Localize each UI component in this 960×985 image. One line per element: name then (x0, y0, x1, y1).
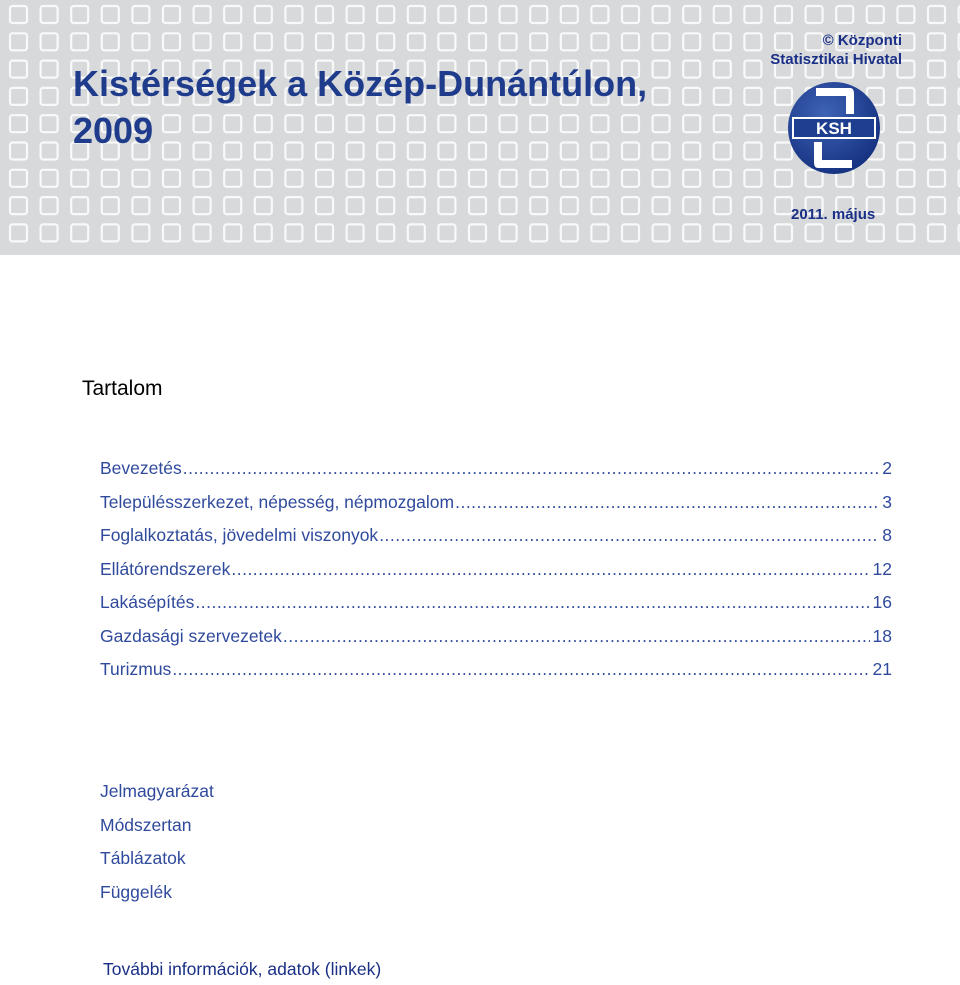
grid-square (224, 224, 241, 241)
grid-square (163, 6, 180, 23)
toc-leader-dots (183, 458, 880, 479)
grid-square (71, 224, 88, 241)
grid-square (714, 33, 731, 50)
grid-square (591, 33, 608, 50)
toc-item-lakasepites[interactable] (100, 592, 892, 626)
grid-square (102, 170, 119, 187)
grid-square (530, 33, 547, 50)
grid-square (377, 33, 394, 50)
grid-square (622, 170, 639, 187)
grid-square (591, 224, 608, 241)
grid-square (408, 224, 425, 241)
grid-square (622, 224, 639, 241)
grid-square (714, 61, 731, 78)
grid-square (10, 224, 27, 241)
grid-square (897, 115, 914, 132)
grid-square (132, 6, 149, 23)
toc-leader-dots (283, 626, 870, 647)
grid-square (928, 170, 945, 187)
toc-item-foglalkoztatas[interactable] (100, 525, 892, 559)
grid-square (714, 197, 731, 214)
grid-square (622, 197, 639, 214)
grid-square (500, 33, 517, 50)
grid-square (622, 33, 639, 50)
publication-date: 2011. május (791, 206, 876, 223)
grid-square (714, 170, 731, 187)
grid-square (132, 33, 149, 50)
link-modszertan[interactable]: Módszertan (100, 814, 192, 835)
grid-square (194, 33, 211, 50)
grid-square (683, 224, 700, 241)
grid-square (10, 61, 27, 78)
grid-square (714, 224, 731, 241)
grid-square (255, 33, 272, 50)
toc-leader-dots (172, 659, 869, 680)
grid-square (102, 224, 119, 241)
grid-square (744, 197, 761, 214)
link-tablazatok[interactable]: Táblázatok (100, 848, 186, 868)
grid-square (102, 33, 119, 50)
grid-square (408, 6, 425, 23)
publisher-line-1: © Központi (822, 32, 902, 49)
grid-square (897, 224, 914, 241)
grid-square (408, 33, 425, 50)
grid-square (316, 197, 333, 214)
grid-square (683, 197, 700, 214)
grid-square (897, 197, 914, 214)
grid-square (867, 6, 884, 23)
grid-square (714, 88, 731, 105)
grid-square (71, 170, 88, 187)
grid-square (377, 6, 394, 23)
grid-square (41, 143, 58, 160)
grid-square (469, 197, 486, 214)
grid-square (653, 33, 670, 50)
toc-item-turizmus[interactable] (100, 659, 892, 693)
grid-square (469, 33, 486, 50)
grid-square (744, 224, 761, 241)
grid-square (928, 88, 945, 105)
ksh-logo (786, 80, 882, 176)
toc-item-gazdasagi-szervezetek[interactable] (100, 626, 892, 660)
toc-item-label[interactable]: Foglalkoztatás, jövedelmi viszonyok (100, 525, 379, 545)
grid-square (132, 224, 149, 241)
grid-square (41, 115, 58, 132)
table-of-contents (100, 458, 892, 693)
link-jelmagyarazat[interactable]: Jelmagyarázat (100, 781, 214, 801)
grid-square (775, 197, 792, 214)
grid-square (71, 197, 88, 214)
grid-square (194, 224, 211, 241)
toc-leader-dots (379, 525, 879, 546)
grid-square (10, 33, 27, 50)
grid-square (438, 6, 455, 23)
toc-item-bevezetes[interactable] (100, 458, 892, 492)
grid-square (102, 197, 119, 214)
grid-square (224, 170, 241, 187)
grid-square (744, 6, 761, 23)
grid-square (71, 6, 88, 23)
grid-square (347, 6, 364, 23)
grid-square (194, 170, 211, 187)
grid-square (41, 33, 58, 50)
grid-square (316, 33, 333, 50)
grid-square (377, 170, 394, 187)
grid-square (653, 170, 670, 187)
grid-square (591, 170, 608, 187)
grid-square (316, 224, 333, 241)
toc-item-page[interactable]: 21 (872, 659, 892, 679)
grid-square (438, 33, 455, 50)
grid-square (10, 143, 27, 160)
toc-item-ellatorendszerek[interactable] (100, 559, 892, 593)
grid-square (928, 143, 945, 160)
grid-square (714, 143, 731, 160)
toc-item-page[interactable]: 18 (872, 625, 892, 646)
toc-leader-dots (231, 559, 869, 580)
grid-square (591, 197, 608, 214)
grid-square (928, 197, 945, 214)
toc-item-page[interactable]: 2 (882, 458, 892, 478)
grid-square (163, 33, 180, 50)
grid-square (347, 170, 364, 187)
header-banner (0, 0, 960, 255)
grid-square (561, 197, 578, 214)
page-title: Kistérségek a Közép-Dunántúlon, 2009 (73, 63, 648, 151)
grid-square (867, 224, 884, 241)
grid-square (622, 6, 639, 23)
grid-square (285, 6, 302, 23)
grid-square (255, 197, 272, 214)
grid-square (561, 33, 578, 50)
more-info-link[interactable]: További információk, adatok (linkek) (103, 959, 382, 979)
grid-square (928, 115, 945, 132)
grid-square (683, 170, 700, 187)
grid-square (285, 197, 302, 214)
publisher-credit (770, 31, 902, 69)
grid-square (10, 197, 27, 214)
link-fuggelek[interactable]: Függelék (100, 881, 172, 902)
grid-square (744, 143, 761, 160)
grid-square (10, 88, 27, 105)
grid-square (928, 61, 945, 78)
grid-square (224, 33, 241, 50)
grid-square (530, 170, 547, 187)
grid-square (561, 224, 578, 241)
grid-square (377, 224, 394, 241)
toc-item-label[interactable]: Turizmus (100, 659, 172, 679)
grid-square (41, 197, 58, 214)
grid-square (255, 6, 272, 23)
grid-square (41, 170, 58, 187)
grid-square (530, 6, 547, 23)
grid-square (500, 224, 517, 241)
grid-square (102, 6, 119, 23)
grid-square (316, 6, 333, 23)
grid-square (469, 170, 486, 187)
grid-square (10, 115, 27, 132)
grid-square (132, 197, 149, 214)
grid-square (591, 6, 608, 23)
supplementary-links (100, 781, 214, 915)
logo-text: KSH (816, 119, 852, 138)
grid-square (41, 61, 58, 78)
grid-square (714, 115, 731, 132)
grid-square (530, 197, 547, 214)
grid-square (561, 6, 578, 23)
grid-square (194, 197, 211, 214)
toc-item-label[interactable]: Településszerkezet, népesség, népmozgalom (100, 491, 455, 512)
grid-square (224, 6, 241, 23)
grid-square (836, 6, 853, 23)
grid-square (10, 6, 27, 23)
grid-square (194, 6, 211, 23)
grid-square (163, 170, 180, 187)
grid-square (653, 6, 670, 23)
grid-square (928, 6, 945, 23)
grid-square (41, 6, 58, 23)
toc-item-label[interactable]: Ellátórendszerek (100, 558, 231, 579)
grid-square (408, 197, 425, 214)
grid-square (928, 224, 945, 241)
grid-square (285, 33, 302, 50)
grid-square (653, 224, 670, 241)
grid-square (683, 33, 700, 50)
grid-square (744, 61, 761, 78)
grid-square (897, 143, 914, 160)
grid-square (224, 197, 241, 214)
grid-square (41, 88, 58, 105)
grid-square (438, 224, 455, 241)
grid-square (775, 6, 792, 23)
grid-square (316, 170, 333, 187)
publisher-line-2: Statisztikai Hivatal (770, 51, 902, 68)
grid-square (744, 33, 761, 50)
grid-square (469, 6, 486, 23)
grid-square (408, 170, 425, 187)
grid-square (897, 170, 914, 187)
grid-square (377, 197, 394, 214)
grid-square (500, 6, 517, 23)
grid-square (71, 33, 88, 50)
toc-leader-dots (455, 492, 879, 513)
grid-square (744, 88, 761, 105)
grid-square (714, 6, 731, 23)
toc-heading: Tartalom (82, 377, 163, 400)
toc-leader-dots (195, 592, 869, 613)
grid-square (255, 170, 272, 187)
grid-square (285, 224, 302, 241)
grid-square (897, 6, 914, 23)
grid-square (530, 224, 547, 241)
toc-item-page[interactable]: 12 (872, 558, 892, 579)
grid-square (163, 224, 180, 241)
grid-square (836, 224, 853, 241)
grid-square (347, 224, 364, 241)
grid-square (255, 224, 272, 241)
grid-square (347, 197, 364, 214)
toc-item-page[interactable]: 3 (882, 491, 892, 512)
grid-square (561, 170, 578, 187)
grid-square (163, 197, 180, 214)
grid-square (806, 6, 823, 23)
grid-square (347, 33, 364, 50)
grid-square (500, 197, 517, 214)
grid-square (132, 170, 149, 187)
toc-item-telepulesszerkezet[interactable] (100, 492, 892, 526)
toc-item-page[interactable]: 16 (872, 592, 892, 612)
grid-square (41, 224, 58, 241)
grid-square (744, 170, 761, 187)
toc-item-page[interactable]: 8 (882, 525, 892, 545)
grid-square (438, 170, 455, 187)
grid-square (928, 33, 945, 50)
grid-square (10, 170, 27, 187)
grid-square (683, 6, 700, 23)
toc-item-label[interactable]: Bevezetés (100, 458, 182, 478)
grid-square (285, 170, 302, 187)
grid-square (469, 224, 486, 241)
grid-square (897, 88, 914, 105)
toc-item-label[interactable]: Gazdasági szervezetek (100, 625, 282, 646)
grid-square (653, 197, 670, 214)
grid-square (438, 197, 455, 214)
grid-square (744, 115, 761, 132)
toc-item-label[interactable]: Lakásépítés (100, 592, 195, 612)
grid-square (775, 224, 792, 241)
grid-square (500, 170, 517, 187)
grid-square (806, 224, 823, 241)
